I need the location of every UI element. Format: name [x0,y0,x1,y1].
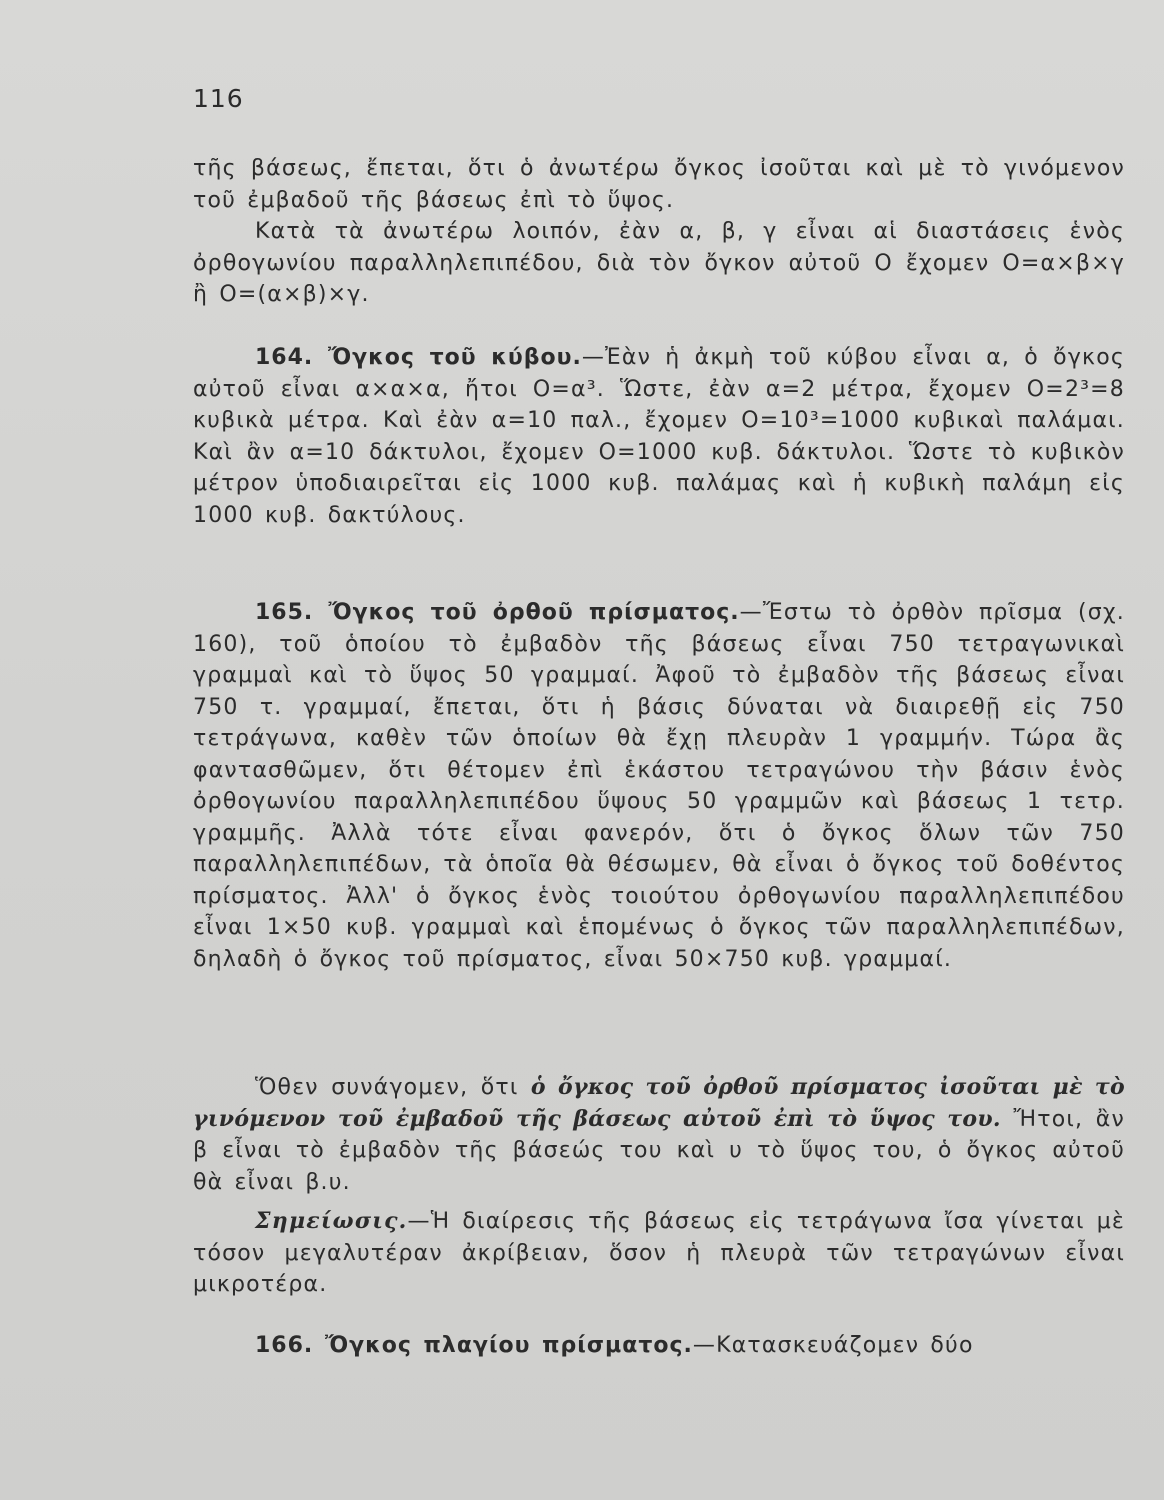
note-paragraph [193,1206,1125,1301]
section-164-body: —Ἐὰν ἡ ἀκμὴ τοῦ κύβου εἶναι α, ὁ ὄγκος αὐτοῦ εἶναι α×α×α, ἤτοι Ο=α³. Ὥστε, ἐὰν α=2 μέτρα, ἔχομεν Ο=2³=8 κυβικὰ μέτρα. Καὶ ἐὰν α=10 παλ., ἔχομεν Ο=10³=1000 κυβικαὶ παλάμαι. Καὶ ἂν α=10 δάκτυλοι, ἔχομεν Ο=1000 κυβ. δάκτυλοι. Ὥστε τὸ κυβικὸν μέτρον ὑποδιαιρεῖται εἰς 1000 κυβ. παλάμας καὶ ἡ κυβικὴ παλάμη εἰς 1000 κυβ. δακτύλους. [193,345,1125,528]
section-166-paragraph [193,1330,1125,1362]
paragraph-dimensions: Κατὰ τὰ ἀνωτέρω λοιπόν, ἐὰν α, β, γ εἶναι αἱ διαστάσεις ἑνὸς ὀρθογωνίου παραλληλεπιπέδου, διὰ τὸν ὄγκον αὐτοῦ Ο ἔχομεν Ο=α×β×γ ἢ Ο=(α×β)×γ. [193,219,1125,307]
section-166 [193,1330,1125,1362]
conclusion-emphasis: ὁ ὄγκος τοῦ ὀρθοῦ πρίσματος ἰσοῦται μὲ τὸ γινόμενον τοῦ ἐμβαδοῦ τῆς βάσεως αὐτοῦ ἐπὶ τὸ ὕψος του. [193,1074,1125,1132]
conclusion-lead: Ὅθεν συνάγομεν, ὅτι [255,1075,531,1100]
section-165-heading: 165. Ὄγκος τοῦ ὀρθοῦ πρίσματος. [255,600,740,625]
page-number: 116 [193,84,244,113]
note-block [193,1206,1125,1301]
section-164 [193,342,1125,531]
conclusion-block [193,1072,1125,1198]
section-164-heading: 164. Ὄγκος τοῦ κύβου. [255,345,582,370]
conclusion-tail: Ἤτοι, ἂν β εἶναι τὸ ἐμβαδὸν τῆς βάσεώς του καὶ υ τὸ ὕψος του, ὁ ὄγκος αὐτοῦ θὰ εἶναι β.υ. [193,1106,1125,1195]
section-165-paragraph [193,597,1125,975]
conclusion-paragraph [193,1072,1125,1198]
section-165-body: —Ἔστω τὸ ὀρθὸν πρῖσμα (σχ. 160), τοῦ ὁποίου τὸ ἐμβαδὸν τῆς βάσεως εἶναι 750 τετραγωνικαὶ γραμμαὶ καὶ τὸ ὕψος 50 γραμμαί. Ἀφοῦ τὸ ἐμβαδὸν τῆς βάσεως εἶναι 750 τ. γραμμαί, ἔπεται, ὅτι ἡ βάσις δύναται νὰ διαιρεθῇ εἰς 750 τετράγωνα, καθὲν τῶν ὁποίων θὰ ἔχῃ πλευρὰν 1 γραμμήν. Τώρα ἂς φαντασθῶμεν, ὅτι θέτομεν ἐπὶ ἑκάστου τετραγώνου τὴν βάσιν ἑνὸς ὀρθογωνίου παραλληλεπιπέδου ὕψους 50 γραμμῶν καὶ βάσεως 1 τετρ. γραμμῆς. Ἀλλὰ τότε εἶναι φανερόν, ὅτι ὁ ὄγκος ὅλων τῶν 750 παραλληλεπιπέδων, τὰ ὁποῖα θὰ θέσωμεν, θὰ εἶναι ὁ ὄγκος τοῦ δοθέντος πρίσματος. Ἀλλ' ὁ ὄγκος ἑνὸς τοιούτου ὀρθογωνίου παραλληλεπιπέδου εἶναι 1×50 κυβ. γραμμαὶ καὶ ἑπομένως ὁ ὄγκος τῶν παραλληλεπιπέδων, δηλαδὴ ὁ ὄγκος τοῦ πρίσματος, εἶναι 50×750 κυβ. γραμμαί. [193,600,1125,972]
section-164-paragraph [193,342,1125,531]
note-body: —Ἡ διαίρεσις τῆς βάσεως εἰς τετράγωνα ἴσα γίνεται μὲ τόσον μεγαλυτέραν ἀκρίβειαν, ὅσον ἡ πλευρὰ τῶν τετραγώνων εἶναι μικροτέρα. [193,1209,1125,1297]
paragraph-continued: τῆς βάσεως, ἔπεται, ὅτι ὁ ἀνωτέρω ὄγκος ἰσοῦται καὶ μὲ τὸ γινόμενον τοῦ ἐμβαδοῦ τῆς βάσεως ἐπὶ τὸ ὕψος. [193,156,1125,213]
section-165 [193,597,1125,975]
continuation-block [193,153,1125,311]
section-166-body: —Κατασκευάζομεν δύο [692,1333,974,1358]
section-166-heading: 166. Ὄγκος πλαγίου πρίσματος. [255,1333,693,1358]
note-label: Σημείωσις. [255,1208,408,1234]
